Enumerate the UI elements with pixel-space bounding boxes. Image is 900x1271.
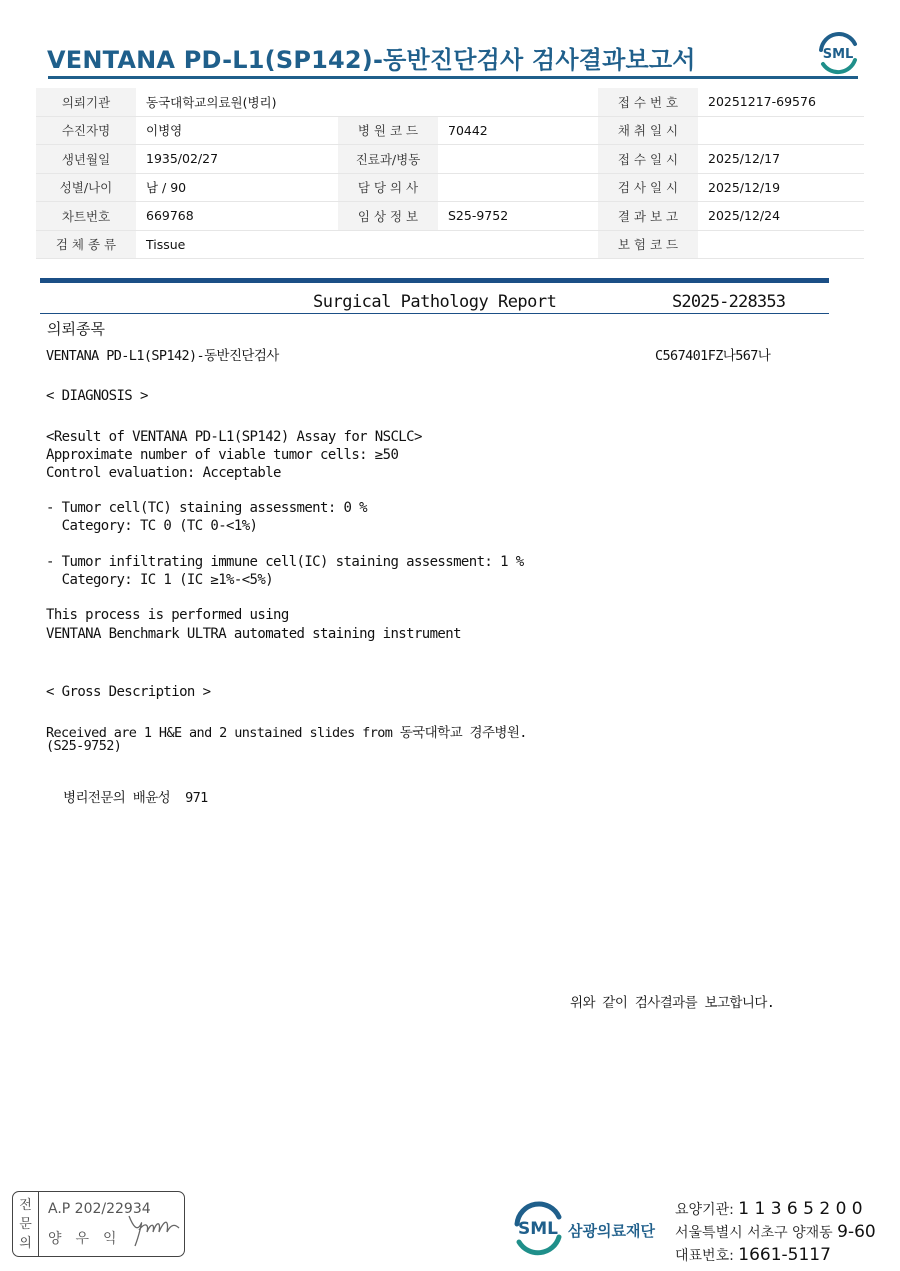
report-title: VENTANA PD-L1(SP142)-동반진단검사 검사결과보고서	[47, 46, 696, 74]
gross-heading: < Gross Description >	[46, 684, 211, 700]
info-row	[36, 202, 864, 231]
phone-value: 1661-5117	[738, 1245, 831, 1265]
diagnosis-line: This process is performed using	[46, 607, 289, 623]
signature-icon	[125, 1206, 183, 1250]
diagnosis-line: VENTANA Benchmark ULTRA automated staining instrument	[46, 626, 461, 642]
stamp-side-char: 의	[19, 1236, 32, 1251]
diagnosis-line: - Tumor infiltrating immune cell(IC) staining assessment: 1 %	[46, 554, 524, 570]
blank-cell	[438, 88, 598, 116]
specialist-stamp	[12, 1191, 185, 1257]
value-receipt-number: 20251217-69576	[698, 88, 864, 116]
stamp-side-label	[13, 1192, 39, 1256]
value-patient-name: 이병영	[136, 116, 338, 145]
label-patient-name: 수진자명	[36, 116, 136, 145]
label-specimen-type: 검 체 종 류	[36, 230, 136, 259]
label-physician: 담 당 의 사	[338, 173, 438, 202]
phone	[675, 1245, 831, 1265]
closing-statement: 위와 같이 검사결과를 보고합니다.	[570, 995, 775, 1011]
sml-logo-text: SML	[822, 47, 854, 62]
value-department	[438, 145, 598, 174]
address	[675, 1222, 876, 1242]
value-report-date: 2025/12/24	[698, 202, 864, 231]
institution-code	[675, 1199, 863, 1219]
diagnosis-line: Approximate number of viable tumor cells: ≥50	[46, 447, 399, 463]
diagnosis-line: <Result of VENTANA PD-L1(SP142) Assay for NSCLC>	[46, 429, 422, 445]
diagnosis-heading: < DIAGNOSIS >	[46, 388, 148, 404]
report-top-rule	[40, 278, 829, 283]
label-chart-number: 차트번호	[36, 202, 136, 231]
stamp-side-char: 문	[19, 1217, 32, 1232]
diagnosis-line: - Tumor cell(TC) staining assessment: 0 %	[46, 500, 367, 516]
info-row	[36, 116, 864, 145]
request-label: 의뢰종목	[47, 320, 105, 338]
sml-footer-logo-icon	[509, 1199, 567, 1257]
report-number: S2025-228353	[672, 292, 786, 312]
phone-label: 대표번호:	[675, 1248, 739, 1264]
info-row	[36, 173, 864, 202]
value-test-date: 2025/12/19	[698, 173, 864, 202]
value-requesting-institution: 동국대학교의료원(병리)	[136, 88, 338, 116]
blank-cell	[338, 230, 438, 259]
label-clinical-info: 임 상 정 보	[338, 202, 438, 231]
label-receipt-date: 접 수 일 시	[598, 145, 698, 174]
label-receipt-number: 접 수 번 호	[598, 88, 698, 116]
institution-code-value: 1 1 3 6 5 2 0 0	[738, 1199, 863, 1219]
label-sex-age: 성별/나이	[36, 173, 136, 202]
info-row	[36, 230, 864, 259]
label-department: 진료과/병동	[338, 145, 438, 174]
value-clinical-info: S25-9752	[438, 202, 598, 231]
pathologist: 병리전문의 배윤성 971	[63, 790, 208, 806]
request-code: C567401FZ나567나	[655, 348, 771, 364]
value-specimen-type: Tissue	[136, 230, 338, 259]
value-sex-age: 남 / 90	[136, 173, 338, 202]
report-heading: Surgical Pathology Report	[313, 292, 557, 312]
value-receipt-date: 2025/12/17	[698, 145, 864, 174]
gross-line: (S25-9752)	[46, 738, 122, 754]
value-birth-date: 1935/02/27	[136, 145, 338, 174]
info-row	[36, 145, 864, 174]
label-hospital-code: 병 원 코 드	[338, 116, 438, 145]
address-label: 서울특별시 서초구 양재동	[675, 1225, 838, 1241]
info-row	[36, 88, 864, 116]
stamp-side-char: 전	[19, 1198, 32, 1213]
value-physician	[438, 173, 598, 202]
request-item: VENTANA PD-L1(SP142)-동반진단검사	[46, 348, 279, 364]
value-collection-date	[698, 116, 864, 145]
title-divider	[48, 76, 858, 79]
value-chart-number: 669768	[136, 202, 338, 231]
institution-code-label: 요양기관:	[675, 1202, 739, 1218]
sml-logo-icon	[815, 30, 861, 76]
stamp-name: 양우익	[48, 1231, 131, 1247]
label-insurance-code: 보 험 코 드	[598, 230, 698, 259]
stamp-license: A.P 202/22934	[48, 1201, 151, 1217]
label-birth-date: 생년월일	[36, 145, 136, 174]
value-hospital-code: 70442	[438, 116, 598, 145]
diagnosis-line: Category: TC 0 (TC 0-<1%)	[46, 518, 258, 534]
label-requesting-institution: 의뢰기관	[36, 88, 136, 116]
gross-line: Received are 1 H&E and 2 unstained slides from 동국대학교 경주병원.	[46, 725, 527, 741]
label-report-date: 결 과 보 고	[598, 202, 698, 231]
blank-cell	[338, 88, 438, 116]
address-value: 9-60	[837, 1222, 876, 1242]
value-insurance-code	[698, 230, 864, 259]
blank-cell	[438, 230, 598, 259]
report-header-rule	[40, 313, 829, 314]
diagnosis-line: Control evaluation: Acceptable	[46, 465, 281, 481]
patient-info-table	[36, 88, 864, 259]
label-collection-date: 채 취 일 시	[598, 116, 698, 145]
diagnosis-line: Category: IC 1 (IC ≥1%-<5%)	[46, 572, 274, 588]
sml-footer-logo-text: SML	[518, 1219, 558, 1239]
foundation-name: 삼광의료재단	[568, 1222, 655, 1240]
label-test-date: 검 사 일 시	[598, 173, 698, 202]
